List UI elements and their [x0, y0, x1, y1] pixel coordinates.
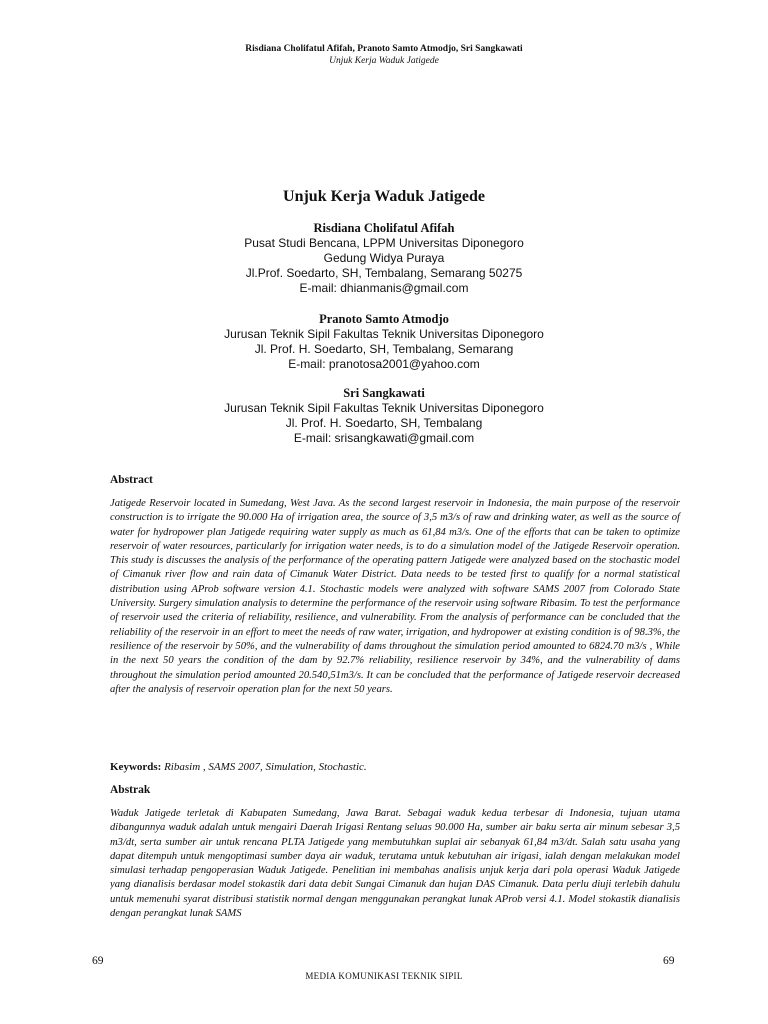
author-name: Pranoto Samto Atmodjo	[319, 312, 449, 326]
running-header-title: Unjuk Kerja Waduk Jatigede	[329, 56, 439, 66]
author-block-1	[0, 221, 768, 296]
affiliation-line: Jurusan Teknik Sipil Fakultas Teknik Universitas Diponegoro	[224, 401, 544, 415]
affiliation-line: Jl.Prof. Soedarto, SH, Tembalang, Semarang 50275	[245, 266, 523, 280]
abstract-heading: Abstract	[110, 474, 153, 486]
author-block-3	[0, 386, 768, 446]
affiliation-line: Jl. Prof. H. Soedarto, SH, Tembalang	[285, 416, 483, 430]
affiliation-line: Pusat Studi Bencana, LPPM Universitas Diponegoro	[244, 236, 524, 250]
author-email: E-mail: pranotosa2001@yahoo.com	[288, 357, 480, 371]
paper-title: Unjuk Kerja Waduk Jatigede	[283, 188, 485, 205]
author-email: E-mail: srisangkawati@gmail.com	[293, 431, 475, 445]
abstract-text: Jatigede Reservoir located in Sumedang, West Java. As the second largest reservoir in Indonesia, the main purpose of the reservoir construction is to irrigate the 90.000 Ha of irrigation area, the source of 3,5 m3/s of raw and drinking water, as well as the source of water for hydropower plan Jatigede requiring water supply as much as 61,84 m3/s. One of the efforts that can be taken to optimize reservoir of water resources, particularly for irrigation water needs, is to do a simulation model of the Jatigede Reservoir operation. This study is discusses the analysis of the performance of the operating pattern Jatigede were analyzed based on the stochastic model of Cimanuk river flow and rain data of Cimanuk Water District. Data needs to be tested first to qualify for a normal statistical distribution using AProb software version 4.1. Stochastic models were analyzed with software SAMS 2007 from Colorado State University. Surgery simulation analysis to determine the performance of the reservoir using software Ribasim. To test the performance of reservoir used the criteria of reliability, resilience, and vulnerability. From the analysis of performance can be concluded that the reliability of the reservoir in an effort to meet the needs of raw water, irrigation, and hydropower at existing condition is of 98.3%, the resilience of the reservoir by 50%, and the vulnerability of dams throughout the simulation period amounted to 6824.70 m3/s , While in the next 50 years the condition of the dam by 92.7% reliability, resilience reservoir by 34%, and the vulnerability of dams throughout the simulation period amounted 20.540,51m3/s. It can be concluded that the performance of Jatigede reservoir decreased after the analysis of reservoir operation plan for the next 50 years.	[110, 498, 680, 695]
abstrak-text: Waduk Jatigede terletak di Kabupaten Sumedang, Jawa Barat. Sebagai waduk kedua terbesar di Indonesia, tujuan utama dibangunnya waduk adalah untuk mengairi Daerah Irigasi Rentang seluas 90.000 Ha, sumber air baku serta air minum sebesar 3,5 m3/dt, serta sumber air untuk rencana PLTA Jatigede yang membutuhkan suplai air sebanyak 61,84 m3/dt. Salah satu usaha yang dapat ditempuh untuk mengoptimasi sumber daya air waduk, terutama untuk kebutuhan air irigasi, ialah dengan melakukan model simulasi terhadap pengoperasian Waduk Jatigede. Penelitian ini membahas analisis unjuk kerja dari pola operasi Waduk Jatigede yang dianalisis berdasar model stokastik dari data debit Sungai Cimanuk dan hujan DAS Cimanuk. Data perlu diuji terlebih dahulu untuk memenuhi syarat distribusi statistik normal dengan menggunakan perangkat lunak AProb versi 4.1. Model stokastik dianalisis dengan perangkat lunak SAMS	[110, 808, 680, 920]
author-email: E-mail: dhianmanis@gmail.com	[299, 281, 469, 295]
author-name: Risdiana Cholifatul Afifah	[313, 221, 455, 235]
affiliation-line: Gedung Widya Puraya	[323, 251, 445, 265]
keywords	[110, 761, 680, 773]
keywords-text: Ribasim , SAMS 2007, Simulation, Stochastic.	[164, 761, 367, 773]
keywords-label: Keywords:	[110, 761, 162, 773]
running-header	[0, 43, 768, 67]
abstrak-heading: Abstrak	[110, 784, 151, 796]
affiliation-line: Jurusan Teknik Sipil Fakultas Teknik Universitas Diponegoro	[224, 327, 544, 341]
running-header-authors: Risdiana Cholifatul Afifah, Pranoto Samto Atmodjo, Sri Sangkawati	[245, 44, 523, 54]
page-number-left: 69	[92, 955, 104, 967]
page-number-right: 69	[663, 955, 675, 967]
author-name: Sri Sangkawati	[343, 386, 425, 400]
author-block-2	[0, 312, 768, 372]
journal-footer: MEDIA KOMUNIKASI TEKNIK SIPIL	[305, 971, 463, 981]
affiliation-line: Jl. Prof. H. Soedarto, SH, Tembalang, Semarang	[254, 342, 514, 356]
